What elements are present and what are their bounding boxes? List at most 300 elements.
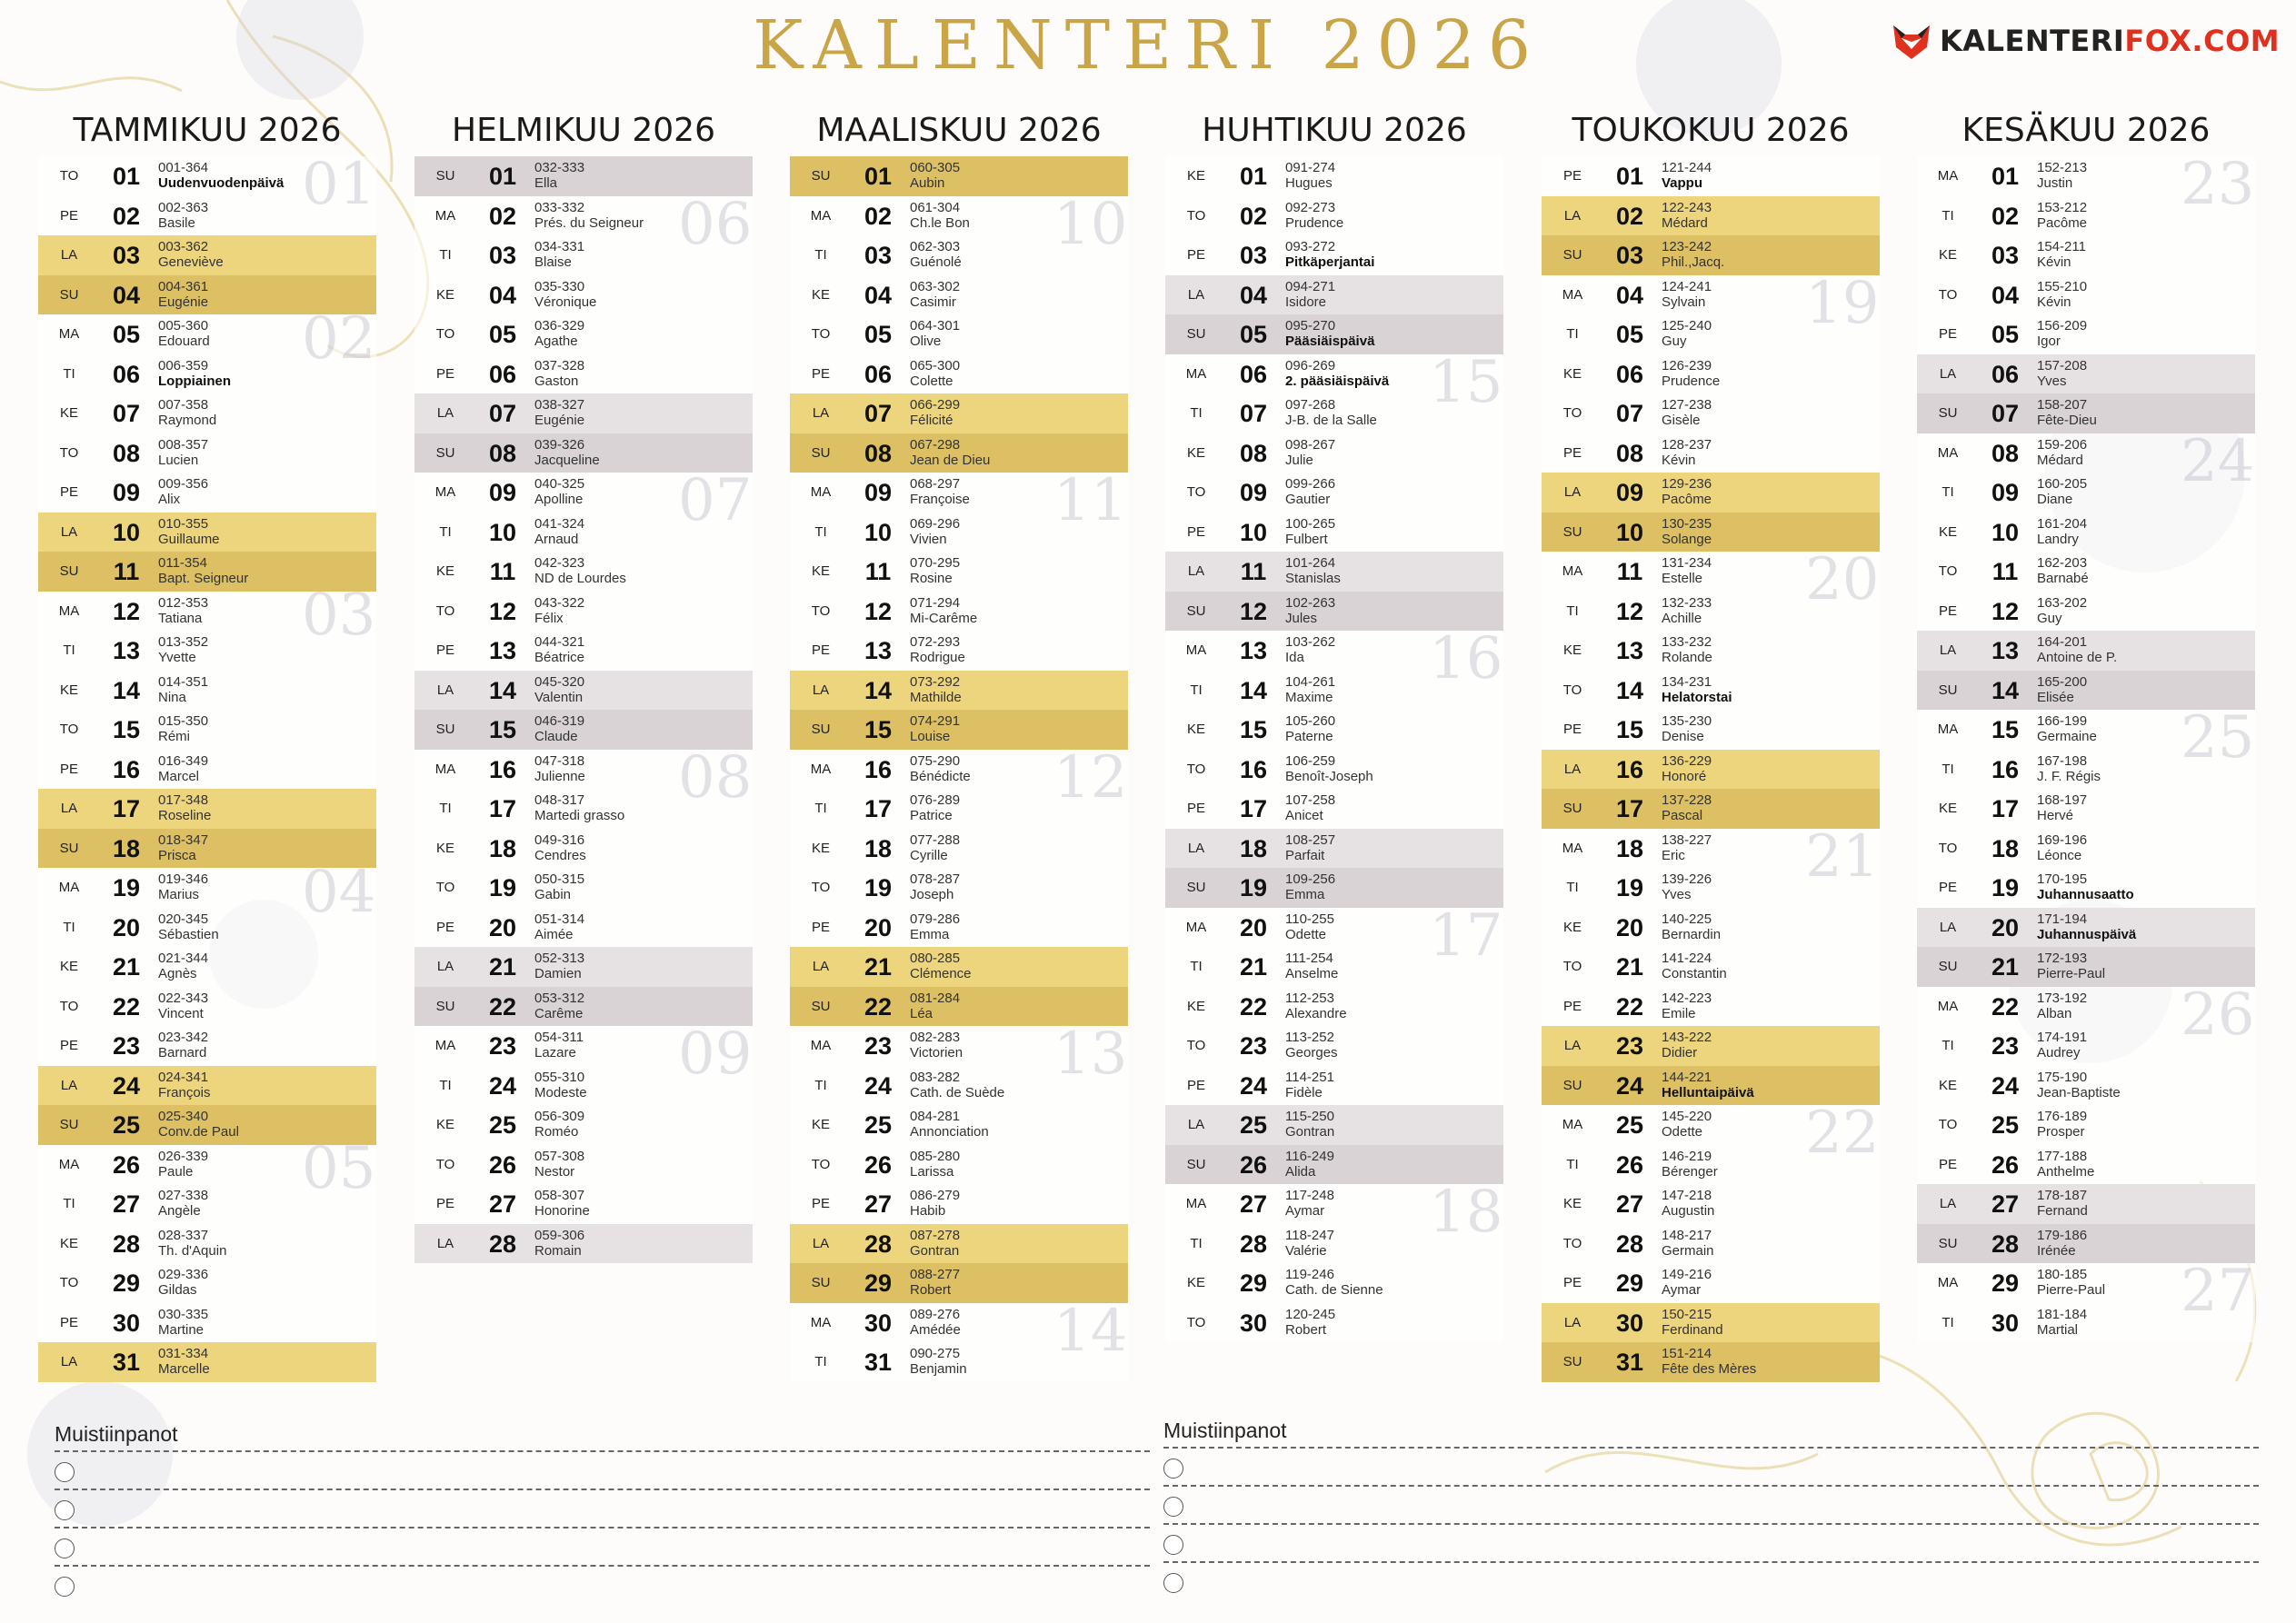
name-day: Gaston <box>534 373 579 389</box>
weekday-label: TI <box>1190 405 1203 421</box>
day-of-year: 175-190 <box>2037 1069 2088 1085</box>
name-day: Angèle <box>158 1203 201 1219</box>
weekday-label: TO <box>1562 682 1582 698</box>
name-day: Pacôme <box>2037 214 2088 231</box>
weekday-label: PE <box>1938 1156 1957 1172</box>
weekday-label: TO <box>1186 484 1206 500</box>
weekday-label: TO <box>1186 1314 1206 1330</box>
day-number: 05 <box>112 321 141 348</box>
holiday-name: Helluntaipäivä <box>1662 1084 1754 1100</box>
name-day: Kévin <box>1662 452 1696 468</box>
day-row <box>1542 592 1880 632</box>
day-row <box>1542 671 1880 711</box>
day-of-year: 138-227 <box>1662 831 1712 848</box>
day-row <box>38 1303 376 1343</box>
day-of-year: 016-349 <box>158 752 209 769</box>
weekday-label: MA <box>58 880 80 895</box>
notes-line[interactable] <box>1163 1523 2259 1561</box>
weekday-label: KE <box>1562 919 1582 935</box>
day-row <box>38 592 376 632</box>
day-of-year: 160-205 <box>2037 476 2088 492</box>
name-day: Aimée <box>534 926 574 942</box>
weekday-label: LA <box>60 801 78 816</box>
name-day: Gautier <box>1285 492 1331 507</box>
weekday-label: TI <box>1190 959 1203 974</box>
day-of-year: 170-195 <box>2037 871 2088 887</box>
weekday-label: TO <box>811 1156 831 1172</box>
week-number: 13 <box>1053 1021 1128 1088</box>
day-row <box>414 987 753 1027</box>
day-row <box>38 156 376 196</box>
day-of-year: 147-218 <box>1662 1188 1712 1203</box>
day-row <box>414 235 753 275</box>
day-number: 12 <box>1991 597 2020 625</box>
day-row <box>1165 750 1503 790</box>
day-of-year: 084-281 <box>910 1109 961 1124</box>
name-day: Odette <box>1285 926 1327 942</box>
name-day: Anthelme <box>2037 1163 2095 1180</box>
checkbox-circle-icon[interactable] <box>1163 1459 1183 1479</box>
day-of-year: 134-231 <box>1662 673 1712 690</box>
name-day: Guy <box>1662 334 1687 349</box>
name-day: Amédée <box>910 1321 961 1338</box>
day-of-year: 169-196 <box>2037 831 2088 848</box>
day-of-year: 137-228 <box>1662 792 1712 808</box>
weekday-label: KE <box>435 286 454 303</box>
day-row <box>414 473 753 513</box>
week-number: 27 <box>2181 1258 2255 1325</box>
weekday-label: KE <box>59 1235 78 1251</box>
day-of-year: 040-325 <box>534 476 585 492</box>
day-of-year: 132-233 <box>1662 594 1712 611</box>
day-row <box>790 592 1128 632</box>
day-number: 16 <box>488 755 517 783</box>
day-of-year: 165-200 <box>2037 673 2088 690</box>
name-day: Edouard <box>158 334 210 349</box>
weekday-label: PE <box>59 207 78 224</box>
day-row <box>1165 789 1503 829</box>
day-row <box>790 908 1128 948</box>
weekday-label: PE <box>811 365 830 382</box>
checkbox-circle-icon[interactable] <box>1163 1573 1183 1593</box>
day-row <box>1542 235 1880 275</box>
day-of-year: 038-327 <box>534 397 585 413</box>
name-day: Ida <box>1285 650 1304 665</box>
day-row <box>414 829 753 869</box>
weekday-label: LA <box>1563 1314 1582 1330</box>
name-day: Lazare <box>534 1045 576 1060</box>
weekday-label: SU <box>811 998 831 1014</box>
day-of-year: 127-238 <box>1662 397 1712 413</box>
name-day: Alban <box>2037 1005 2072 1021</box>
weekday-label: PE <box>59 1314 78 1330</box>
week-number: 26 <box>2181 981 2255 1049</box>
day-row <box>790 1224 1128 1264</box>
week-number: 09 <box>678 1021 753 1088</box>
day-row <box>414 275 753 315</box>
name-day: Claude <box>534 729 578 744</box>
day-of-year: 079-286 <box>910 911 961 927</box>
day-of-year: 042-323 <box>534 555 585 571</box>
week-number: 23 <box>2181 151 2255 218</box>
name-day: Louise <box>910 729 951 744</box>
day-row <box>790 829 1128 869</box>
name-day: Antoine de P. <box>2037 650 2118 665</box>
name-day: Robert <box>910 1282 952 1298</box>
day-of-year: 030-335 <box>158 1306 209 1322</box>
weekday-label: MA <box>810 761 832 777</box>
month-title: HELMIKUU 2026 <box>452 112 715 149</box>
weekday-label: PE <box>1938 602 1957 619</box>
week-number: 14 <box>1053 1297 1128 1365</box>
day-row <box>790 196 1128 236</box>
name-day: Jacqueline <box>534 452 600 468</box>
day-row <box>1917 710 2255 750</box>
day-number: 01 <box>1991 163 2020 190</box>
day-row <box>414 1145 753 1185</box>
day-row <box>1542 1184 1880 1224</box>
day-of-year: 004-361 <box>158 278 209 294</box>
weekday-label: TI <box>63 919 75 935</box>
day-number: 28 <box>1239 1230 1268 1258</box>
day-number: 25 <box>1615 1111 1644 1139</box>
weekday-label: TI <box>1190 1235 1203 1251</box>
name-day: Jean de Dieu <box>910 452 991 468</box>
day-number: 31 <box>1615 1349 1644 1376</box>
weekday-label: TO <box>1186 207 1206 224</box>
day-of-year: 046-319 <box>534 713 585 729</box>
day-row <box>1165 473 1503 513</box>
name-day: J-B. de la Salle <box>1285 413 1377 428</box>
day-of-year: 063-302 <box>910 278 961 294</box>
holiday-name: Vappu <box>1662 175 1703 191</box>
day-of-year: 140-225 <box>1662 911 1712 927</box>
day-row <box>1165 671 1503 711</box>
weekday-label: LA <box>436 405 454 421</box>
day-row <box>1165 631 1503 671</box>
weekday-label: SU <box>1938 682 1958 698</box>
day-row <box>1917 1066 2255 1106</box>
weekday-label: KE <box>1562 642 1582 658</box>
day-of-year: 011-354 <box>158 555 207 571</box>
holiday-name: Loppiainen <box>158 373 231 389</box>
day-of-year: 033-332 <box>534 199 585 215</box>
day-row <box>790 671 1128 711</box>
week-number: 06 <box>678 190 753 258</box>
day-row <box>38 1263 376 1303</box>
weekday-label: TI <box>1942 207 1954 224</box>
name-day: Yvette <box>158 650 196 665</box>
name-day: Tatiana <box>158 610 203 626</box>
weekday-label: SU <box>811 444 831 461</box>
day-row <box>414 1066 753 1106</box>
day-number: 07 <box>1991 400 2020 427</box>
notes-line[interactable] <box>55 1489 1150 1527</box>
name-day: Roméo <box>534 1124 579 1140</box>
day-row <box>1165 393 1503 433</box>
day-number: 01 <box>863 163 893 190</box>
day-of-year: 094-271 <box>1285 278 1336 294</box>
name-day: Pierre-Paul <box>2037 966 2106 981</box>
weekday-label: LA <box>1939 919 1957 935</box>
day-number: 03 <box>863 242 893 269</box>
day-of-year: 085-280 <box>910 1148 961 1164</box>
day-of-year: 153-212 <box>2037 199 2088 215</box>
day-of-year: 057-308 <box>534 1148 585 1164</box>
weekday-label: SU <box>1938 405 1958 421</box>
day-row <box>790 354 1128 394</box>
name-day: ND de Lourdes <box>534 571 626 586</box>
day-of-year: 105-260 <box>1285 713 1336 729</box>
notes-line[interactable] <box>55 1565 1150 1603</box>
day-of-year: 115-250 <box>1285 1109 1334 1124</box>
day-of-year: 048-317 <box>534 792 585 808</box>
weekday-label: TO <box>811 880 831 895</box>
day-row <box>1542 1145 1880 1185</box>
weekday-label: PE <box>1938 880 1957 895</box>
weekday-label: LA <box>1187 1117 1205 1132</box>
holiday-name: Juhannusaatto <box>2037 887 2134 902</box>
name-day: Mathilde <box>910 689 962 705</box>
day-number: 10 <box>112 518 141 546</box>
day-row <box>1165 592 1503 632</box>
weekday-label: LA <box>812 682 830 698</box>
day-row <box>38 1105 376 1145</box>
day-number: 06 <box>1239 360 1268 388</box>
day-of-year: 014-351 <box>158 673 209 690</box>
day-row <box>790 1105 1128 1145</box>
notes-line[interactable] <box>1163 1447 2259 1485</box>
day-row <box>1917 393 2255 433</box>
weekday-label: TO <box>1562 405 1582 421</box>
weekday-label: MA <box>1562 1117 1583 1132</box>
notes-line[interactable] <box>55 1450 1150 1489</box>
weekday-label: SU <box>1562 1354 1582 1369</box>
day-of-year: 006-359 <box>158 357 209 373</box>
day-of-year: 071-294 <box>910 594 961 611</box>
day-of-year: 157-208 <box>2037 357 2088 373</box>
weekday-label: SU <box>1562 1077 1582 1093</box>
checkbox-circle-icon[interactable] <box>55 1538 75 1558</box>
day-row <box>1542 710 1880 750</box>
weekday-label: TI <box>1190 682 1203 698</box>
checkbox-circle-icon[interactable] <box>1163 1497 1183 1517</box>
checkbox-circle-icon[interactable] <box>1163 1535 1183 1555</box>
day-number: 29 <box>1991 1270 2020 1297</box>
day-row <box>414 789 753 829</box>
day-number: 19 <box>1991 874 2020 901</box>
day-number: 30 <box>1991 1309 2020 1337</box>
day-of-year: 145-220 <box>1662 1109 1712 1124</box>
day-number: 23 <box>1991 1032 2020 1060</box>
day-number: 07 <box>863 400 893 427</box>
weekday-label: PE <box>1562 998 1582 1014</box>
weekday-label: PE <box>435 365 454 382</box>
name-day: Paule <box>158 1163 194 1180</box>
notes-line[interactable] <box>1163 1561 2259 1599</box>
name-day: Ella <box>534 175 558 191</box>
name-day: Rémi <box>158 729 191 744</box>
month-title: KESÄKUU 2026 <box>1962 112 2211 149</box>
name-day: Pacôme <box>1662 492 1712 507</box>
day-of-year: 093-272 <box>1285 239 1336 254</box>
weekday-label: SU <box>59 563 79 579</box>
name-day: Martedi grasso <box>534 808 625 823</box>
weekday-label: KE <box>435 840 454 856</box>
day-number: 10 <box>1615 518 1644 546</box>
day-number: 10 <box>1239 518 1268 546</box>
day-number: 04 <box>1615 281 1644 309</box>
day-of-year: 069-296 <box>910 515 961 532</box>
weekday-label: MA <box>1937 998 1959 1014</box>
checkbox-circle-icon[interactable] <box>55 1500 75 1520</box>
weekday-label: TO <box>59 998 79 1014</box>
weekday-label: TO <box>1938 840 1958 856</box>
weekday-label: TO <box>811 602 831 619</box>
day-of-year: 100-265 <box>1285 515 1336 532</box>
day-number: 24 <box>1239 1071 1268 1100</box>
day-of-year: 020-345 <box>158 911 209 927</box>
weekday-label: KE <box>1938 247 1957 263</box>
day-number: 03 <box>1991 242 2020 269</box>
day-row <box>1917 1263 2255 1303</box>
weekday-label: KE <box>811 563 830 579</box>
day-number: 28 <box>1615 1230 1644 1258</box>
day-number: 21 <box>1615 953 1644 981</box>
weekday-label: TI <box>63 642 75 658</box>
day-of-year: 060-305 <box>910 160 961 175</box>
checkbox-circle-icon[interactable] <box>55 1577 75 1597</box>
day-of-year: 013-352 <box>158 634 209 650</box>
day-of-year: 068-297 <box>910 476 961 492</box>
name-day: Prosper <box>2037 1124 2085 1140</box>
day-of-year: 024-341 <box>158 1069 209 1085</box>
day-of-year: 082-283 <box>910 1030 961 1045</box>
day-row <box>790 1263 1128 1303</box>
day-row <box>1542 473 1880 513</box>
day-of-year: 072-293 <box>910 634 961 650</box>
day-row <box>38 631 376 671</box>
day-row <box>1165 354 1503 394</box>
day-row <box>790 513 1128 553</box>
day-number: 07 <box>1239 400 1268 427</box>
name-day: Pierre-Paul <box>2037 1282 2106 1298</box>
day-of-year: 010-355 <box>158 515 209 532</box>
weekday-label: TI <box>439 1077 452 1093</box>
day-of-year: 120-245 <box>1285 1306 1336 1322</box>
day-number: 05 <box>1615 321 1644 348</box>
day-of-year: 056-309 <box>534 1109 585 1124</box>
name-day: François <box>158 1084 211 1100</box>
weekday-label: KE <box>811 286 830 303</box>
weekday-label: MA <box>1937 444 1959 461</box>
name-day: Emma <box>1285 887 1325 902</box>
day-row <box>38 513 376 553</box>
day-row <box>1165 1184 1503 1224</box>
day-number: 13 <box>488 637 517 664</box>
weekday-label: LA <box>1563 484 1582 500</box>
day-of-year: 029-336 <box>158 1267 209 1282</box>
day-number: 18 <box>1991 834 2020 862</box>
week-number: 02 <box>302 304 376 373</box>
day-number: 19 <box>112 874 141 901</box>
day-number: 14 <box>1239 676 1268 704</box>
day-number: 02 <box>1991 202 2020 230</box>
notes-line[interactable] <box>1163 1485 2259 1523</box>
day-of-year: 091-274 <box>1285 160 1336 175</box>
name-day: Barnabé <box>2037 571 2089 586</box>
name-day: Agnès <box>158 966 197 981</box>
weekday-label: MA <box>58 602 80 619</box>
day-number: 16 <box>112 755 141 783</box>
day-row <box>1165 1224 1503 1264</box>
name-day: Prisca <box>158 847 196 863</box>
day-number: 23 <box>112 1032 141 1060</box>
checkbox-circle-icon[interactable] <box>55 1462 75 1482</box>
name-day: Félicité <box>910 413 953 428</box>
day-number: 18 <box>863 834 893 862</box>
day-number: 21 <box>488 953 517 981</box>
day-number: 27 <box>488 1190 517 1218</box>
day-row <box>38 671 376 711</box>
day-of-year: 135-230 <box>1662 713 1712 729</box>
day-of-year: 163-202 <box>2037 594 2088 611</box>
name-day: J. F. Régis <box>2037 768 2101 784</box>
name-day: Basile <box>158 214 195 231</box>
notes-line[interactable] <box>55 1527 1150 1565</box>
month-column <box>414 107 753 1263</box>
day-of-year: 129-236 <box>1662 476 1712 492</box>
weekday-label: PE <box>1938 326 1957 342</box>
day-of-year: 003-362 <box>158 239 209 254</box>
day-row <box>790 433 1128 473</box>
week-number: 22 <box>1805 1100 1880 1167</box>
name-day: Ferdinand <box>1662 1321 1723 1338</box>
day-number: 11 <box>489 558 516 585</box>
month-column <box>1165 107 1503 1342</box>
notes-left <box>55 1418 1150 1603</box>
day-row <box>790 1342 1128 1382</box>
day-row <box>1917 908 2255 948</box>
week-number: 21 <box>1805 822 1880 891</box>
day-number: 29 <box>112 1270 141 1297</box>
day-number: 08 <box>863 439 893 467</box>
weekday-label: LA <box>1563 1038 1582 1053</box>
day-of-year: 012-353 <box>158 594 209 611</box>
day-row <box>1165 156 1503 196</box>
day-of-year: 164-201 <box>2037 634 2088 650</box>
day-number: 03 <box>112 242 141 269</box>
name-day: Irénée <box>2037 1242 2076 1259</box>
logo-text <box>1940 24 2280 58</box>
name-day: Julienne <box>534 768 585 784</box>
day-number: 25 <box>488 1111 517 1139</box>
day-row <box>1917 789 2255 829</box>
name-day: Eugénie <box>158 294 209 310</box>
weekday-label: MA <box>434 761 456 777</box>
day-of-year: 116-249 <box>1285 1148 1334 1164</box>
name-day: Lucien <box>158 452 199 468</box>
day-number: 08 <box>488 439 517 467</box>
day-number: 27 <box>863 1190 893 1218</box>
day-row <box>1917 1224 2255 1264</box>
weekday-label: LA <box>812 405 830 421</box>
site-logo <box>1891 16 2280 65</box>
weekday-label: MA <box>1937 168 1959 184</box>
day-number: 16 <box>1991 755 2020 783</box>
weekday-label: LA <box>812 959 830 974</box>
day-row <box>414 314 753 354</box>
